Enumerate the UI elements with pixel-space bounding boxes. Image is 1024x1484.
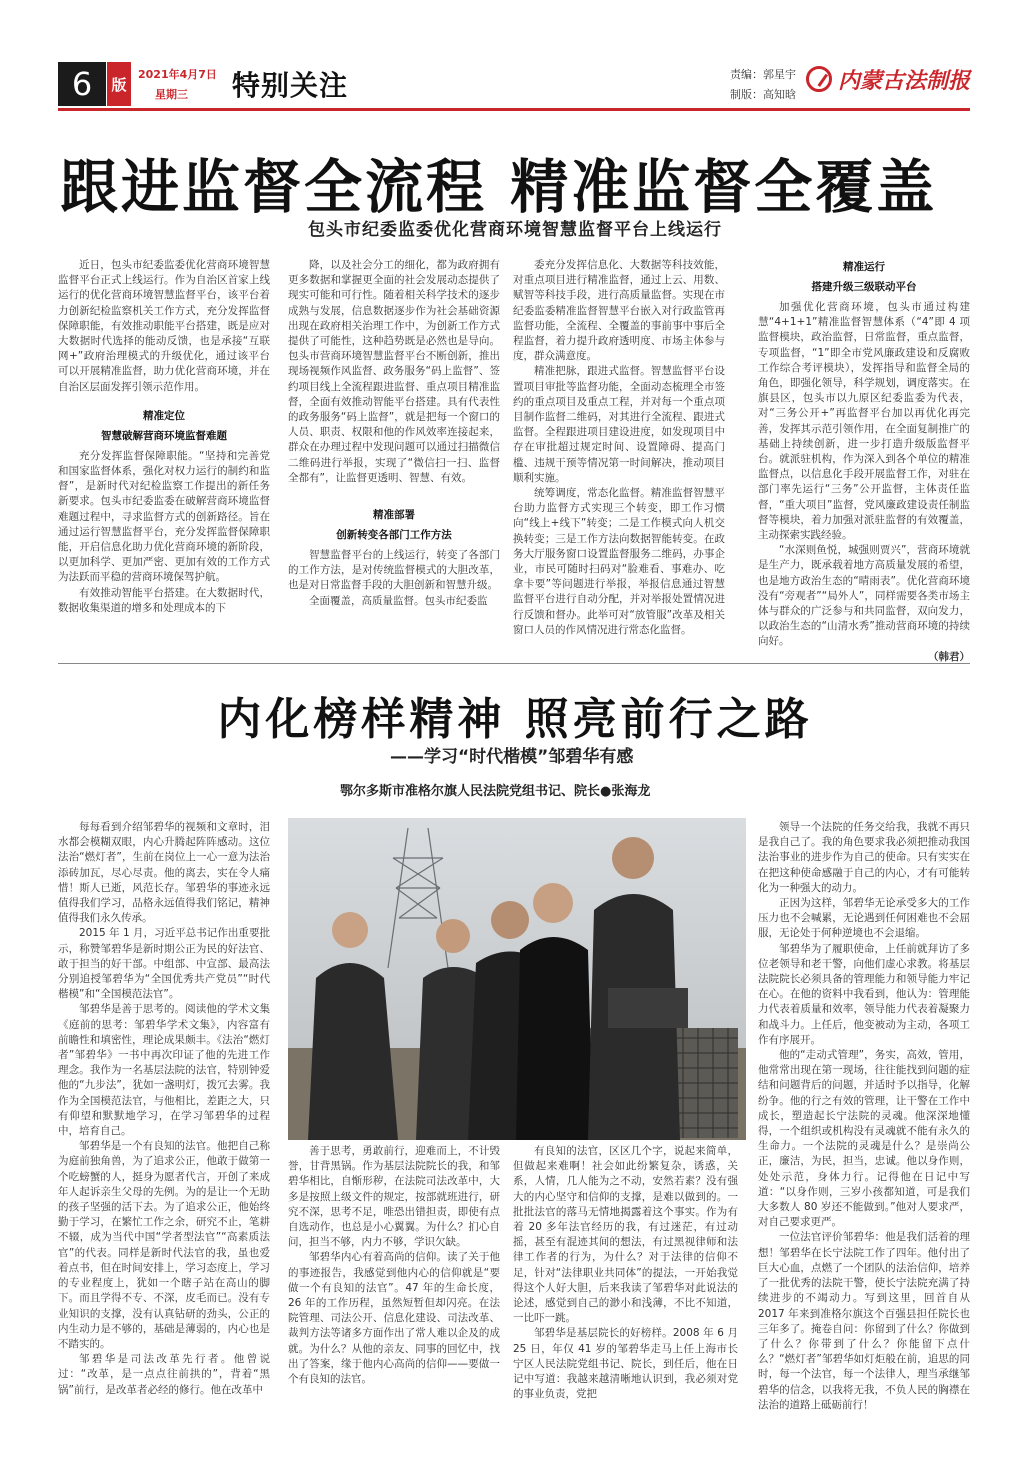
paragraph: 2015 年 1 月，习近平总书记作出重要批示，称赞邹碧华是新时期公正为民的好法官、敢于担当的好干部。中组部、中宣部、最高法分别追授邹碧华为“全国优秀共产党员”“时代楷模”和“全国模范法官”。 bbox=[58, 927, 270, 1001]
article1-headline: 跟进监督全流程 精准监督全覆盖 bbox=[60, 153, 938, 221]
paragraph: 邹碧华为了履职使命，上任前就拜访了多位老领导和老干警，向他们虚心求教。将基层法院院长必须具备的管理能力和领导能力牢记在心。在他的资料中我看到，他认为：管理能力代表着质量和效率，领导能力代表着凝聚力和战斗力。上任后，他变被动为主动，各项工作有序展开。 bbox=[758, 942, 970, 1046]
page-number: 6 bbox=[58, 62, 106, 106]
paragraph: 全面覆盖，高质量监督。包头市纪委监 bbox=[309, 594, 488, 607]
section-heading: 精准运行 bbox=[843, 261, 885, 273]
paragraph: 统筹调度，常态化监督。精准监督智慧平台助力监督方式实现三个转变，即工作习惯向“线上+线下”转变；二是工作模式向人机交换转变；三是工作方法向数据智能转变。在政务大厅服务窗口设置监督服务二维码，办事企业，市民可随时扫码对“脸难看、事难办、吃拿卡要”等问题进行举报，举报信息通过智慧监督平台进行自动分配，并对举报处置情况进行反馈和督办。此举可对“放管服”改革及相关窗口人员的作风情况进行常态化监督。 bbox=[513, 487, 725, 636]
section-heading: 精准定位 bbox=[143, 409, 185, 422]
article2-headline: 内化榜样精神 照亮前行之路 bbox=[217, 694, 813, 745]
article2-column-4 bbox=[758, 820, 970, 1413]
article-divider bbox=[58, 663, 970, 664]
page-label: 版 bbox=[107, 62, 131, 106]
paragraph: 充分发挥监督保障职能。“坚持和完善党和国家监督体系，强化对权力运行的制约和监督”，是新时代对纪检监察工作提出的新任务新要求。包头市纪委监委在破解营商环境监督难题过程中，寻求监督方式的创新路径。旨在通过运行智慧监督平台，充分发挥监督保障职能，开启信息化助力优化营商环境的新阶段，以更加科学、更加严密、更加有效的工作方式为法跃而平稳的营商环境保驾护航。 bbox=[58, 449, 270, 584]
article1-column-4 bbox=[758, 258, 970, 665]
paragraph: 委充分发挥信息化、大数据等科技效能，对重点项目进行精准监督，通过上云、用数、赋智等科技手段，进行高质量监督。实现在市纪委监委精准监督智慧平台嵌入对行政监管再监督功能，全流程、全覆盖的事前事中事后全程监督，着力提升政府透明度、市场主体参与度，群众满意度。 bbox=[513, 259, 725, 363]
paragraph: 降，以及社会分工的细化，都为政府拥有更多数据和掌握更全面的社会发展动态提供了现实可能和可行性。随着相关科学技术的逐步成熟与发展，信息数据逐步作为社会基础资源出现在政府相关治理工作中，为创新工作方式提供了可能性，这种趋势既是必然也是导向。包头市营商环境智慧监督平台不断创新，推出现场视频作风监督、政务服务“码上监督”、签约项目线上全流程跟进监督、重点项目精准监督，全面有效推动智能平台搭建。具有代表性的政务服务“码上监督”，就是把每一个窗口的人员、职责、权限和他的作风效率连接起来，群众在办理过程中发现问题可以通过扫描微信二维码进行举报，实现了“微信扫一扫、监督全都有”，让监督更透明、智慧、有效。 bbox=[288, 259, 500, 484]
paragraph: 邹碧华是善于思考的。阅读他的学术文集《庭前的思考：邹碧华学术文集》，内容富有前瞻性和填密性，理论成果颇丰。《法治“燃灯者”邹碧华》一书中再次印证了他的先进工作理念。我作为一名基层法院的法官，特别钟爱他的“九步法”，犹如一盏明灯，拨冗去雾。我作为全国模范法官，与他相比，差距之大，只有仰望和默默地学习，在学习邹碧华的过程中，培育自己。 bbox=[58, 1003, 270, 1138]
paragraph: 邹碧华是司法改革先行者。他曾说过：“改革，是一点点往前拱的”，背着“黑锅”前行，是改革者必经的修行。他在改革中 bbox=[58, 1353, 270, 1396]
newspaper-logo-icon bbox=[806, 66, 832, 92]
article2-byline: 鄂尔多斯市准格尔旗人民法院党组书记、院长●张海龙 bbox=[340, 784, 651, 799]
article2-column-3 bbox=[513, 1144, 738, 1402]
issue-weekday: 星期三 bbox=[155, 88, 188, 101]
paragraph: 近日，包头市纪委监委优化营商环境智慧监督平台正式上线运行。作为自治区首家上线运行的优化营商环境智慧监督平台，该平台着力创新纪检监察机关工作方式，充分发挥监督保障职能，有效推动职能平台搭建，既是应对大数据时代选择的能动反馈，也是承接“互联网+”政府治理模式的升级优化，通过该平台可以开展精准监督，助力优化营商环境，并在自治区层面发挥引领示范作用。 bbox=[58, 259, 270, 393]
issue-date: 2021年4月7日 bbox=[138, 68, 217, 81]
article1-column-3 bbox=[513, 258, 725, 638]
paragraph: 善于思考，勇敢前行，迎难而上，不计毁誉，甘背黑锅。作为基层法院院长的我，和邹碧华相比，自惭形秽，在法院司法改革中，大多是按照上级文件的规定，按部就班进行，研究不深，思考不足，唯恐出错担责，即使有点自选动作，也总是小心翼翼。为什么？扪心自问，担当不够，内力不够，学识欠缺。 bbox=[288, 1145, 500, 1249]
section-heading: 搭建升级三级联动平台 bbox=[811, 281, 917, 293]
article2-column-2 bbox=[288, 1144, 500, 1387]
paragraph: 有良知的法官，区区几个字，说起来简单，但做起来难啊！社会如此纷繁复杂，诱惑，关系，人情，几人能为之不动，安然若素？没有强大的内心坚守和信仰的支撑，是难以做到的。一批批法官的落马无情地揭露着这个事实。作为有着 20 多年法官经历的我，有过迷茫，有过动摇，甚至有混迹其间的想法，有过黑视律师和法律工作者的行为，为什么？对于法律的信仰不足，针对“法律职业共同体”的提法，一开始我觉得这个人好大胆，后来我读了邹碧华对此说法的论述，感觉到自己的渺小和浅薄，不比不知道，一比吓一跳。 bbox=[513, 1145, 738, 1325]
paragraph: 邹碧华是基层院长的好榜样。2008 年 6 月 25 日，年仅 41 岁的邹碧华走马上任上海市长宁区人民法院党组书记、院长，到任后，他在日记中写道：我越来越清晰地认识到，我必须对党的事业负责，党把 bbox=[513, 1327, 738, 1401]
article1-column-2 bbox=[288, 258, 500, 609]
section-heading: 创新转变各部门工作方法 bbox=[336, 529, 452, 542]
paragraph: 邹碧华是一个有良知的法官。他把自己称为庭前独角兽，为了追求公正，他敢于做第一个吃螃蟹的人，挺身为愿者代言，开创了来成年人起诉亲生父母的先例。为的是让一个无助的孩子坚强的活下去。为了追求公正，他始终勤于学习，在繁忙工作之余，研究不止，笔耕不辍，成为当代中国“学者型法官”“高素质法官”的代表。同样是新时代法官的我，虽也爱着点书，但在时间安排上，学习态度上，学习的专业程度上，犹如一个瞎子站在高山的脚下。而且学得不专、不深，皮毛而已。没有专业知识的支撑，没有认真钻研的劲头，公正的内生动力是不够的，基础是薄弱的，内心也是不踏实的。 bbox=[58, 1140, 270, 1350]
newspaper-name: 内蒙古法制报 bbox=[838, 68, 971, 94]
header-divider bbox=[58, 108, 970, 111]
paragraph: 领导一个法院的任务交给我，我就不再只是我自己了。我的角色要求我必须把推动我国法治事业的进步作为自己的使命。只有实实在在把这种使命感融于自己的内心，才有可能转化为一种强大的动力。 bbox=[758, 821, 970, 894]
paragraph: “水深则鱼悦，城强则贾兴”，营商环境就是生产力，既承载着地方高质量发展的希望，也是地方政治生态的“晴雨表”。优化营商环境没有“旁观者”“局外人”，同样需要各类市场主体与群众的广泛参与和共同监督，双向发力，以政治生态的“山清水秀”推动营商环境的持续向好。 bbox=[758, 544, 970, 648]
news-photo-icon bbox=[288, 818, 746, 1140]
paragraph: 加强优化营商环境，包头市通过构建慧“4+1+1”精准监督智慧体系（“4”即 4 项监督模块，政治监督，日常监督，重点监督，专项监督，“1”即全市党风廉政建设和反腐败工作综合考评模块），发挥指导和监督全局的角色，即强化领导，科学规划，调度落实。在旗县区，包头市以九原区纪委监委为代表，对“三务公开+”再监督平台加以再优化再完善，发挥其示范引领作用，在全面复制推广的基础上持续创新，进一步打造升级版监督平台。就派驻机构，作为深入到各个单位的精准监督点，以信息化手段开展监督工作，对驻在部门率先运行“三务”公开监督，主体责任监督，“重大项目”监督，党风廉政建设责任制监督等模块，着力加强对派驻监督的有效覆盖，主动探索实践经验。 bbox=[758, 301, 970, 542]
paragraph: 他的“走动式管理”，务实，高效，管用，他常常出现在第一现场，往往能找到问题的症结和问题背后的问题，并适时予以指导，化解纷争。他的行之有效的管理，让干警在工作中成长，塑造起长宁法院的灵魂。他深深地懂得，一个组织或机构没有灵魂就不能有永久的生命力。一个法院的灵魂是什么？是崇尚公正，廉洁，为民，担当，忠诚。他以身作则，处处示范，身体力行。记得他在日记中写道：“以身作则，三岁小孩都知道，可是我们大多数人 80 岁还不能做到。”他对人要求严，对自己要求更严。 bbox=[758, 1049, 970, 1229]
article2-column-1 bbox=[58, 820, 270, 1398]
paragraph: 智慧监督平台的上线运行，转变了各部门的工作方法，是对传统监督模式的大胆改革，也是对日常监督手段的大胆创新和智慧升级。 bbox=[288, 549, 500, 592]
paragraph: 一位法官评价邹碧华：他是我们活着的理想！邹碧华在长宁法院工作了四年。他付出了巨大心血，点燃了一个团队的法治信仰，培养了一批优秀的法院干警，使长宁法院充满了持续进步的不竭动力。写到这里，回首自从 2017 年来到准格尔旗这个百强县担任院长也三年多了。掩卷自问：你留到了什么？你做到了什么？你带到了什么？你能留下点什么？“燃灯者”邹碧华如灯炬般在前，追思的同时，每一个法官，每一个法律人，理当承继邹碧华的信念，以我将无我，不负人民的胸襟在法治的道路上砥砺前行！ bbox=[758, 1231, 970, 1411]
paragraph: 精准把脉，跟进式监督。智慧监督平台设置项目审批等监督功能，全面动态梳理全市签约的重点项目及重点工程，并对每一个重点项目制作监督二维码，对其进行全流程、跟进式监督。全程跟进项目建设进度，如发现项目中存在审批超过规定时间、设置障碍、提高门槛、违规干预等情况第一时间解决，推动项目顺利实施。 bbox=[513, 365, 725, 484]
section-heading: 精准部署 bbox=[373, 509, 415, 522]
article1-subheadline: 包头市纪委监委优化营商环境智慧监督平台上线运行 bbox=[308, 220, 722, 240]
section-heading: 智慧破解营商环境监督难题 bbox=[101, 429, 227, 442]
paragraph: 正因为这样，邹碧华无论承受多大的工作压力也不会喊累，无论遇到任何困难也不会屈服，无论处于何种逆境也不会退缩。 bbox=[758, 897, 970, 940]
producer-credit: 制版：高知晗 bbox=[730, 88, 796, 101]
editor-credit: 责编：郭星宇 bbox=[730, 68, 796, 81]
paragraph: 有效推动智能平台搭建。在大数据时代，数据收集渠道的增多和处理成本的下 bbox=[58, 586, 270, 614]
paragraph: 每每看到介绍邹碧华的视频和文章时，泪水都会模糊双眼，内心升腾起阵阵感动。这位法治“燃灯者”，生前在岗位上一心一意为法治添砖加瓦，尽心尽责。他的离去，实在令人痛惜！斯人已逝，风范长存。邹碧华的事迹永远值得我们学习，品格永远值得我们铭记，精神值得我们永久传承。 bbox=[58, 821, 270, 925]
article2-subheadline: ——学习“时代楷模”邹碧华有感 bbox=[390, 747, 634, 767]
paragraph: 邹碧华内心有着高尚的信仰。读了关于他的事迹报告，我感觉到他内心的信仰就是“要做一个有良知的法官”。47 年的生命长度，26 年的工作历程，虽然短暂但却闪亮。在法院管理、司法公开、信息化建设、司法改革、裁判方法等诸多方面作出了常人难以企及的成就。为什么？从他的亲友、同事的回忆中，找出了答案，缘于他内心高尚的信仰——要做一个有良知的法官。 bbox=[288, 1251, 500, 1386]
article1-author: （韩君） bbox=[928, 650, 970, 663]
article1-column-1 bbox=[58, 258, 270, 616]
section-title: 特别关注 bbox=[232, 69, 349, 102]
